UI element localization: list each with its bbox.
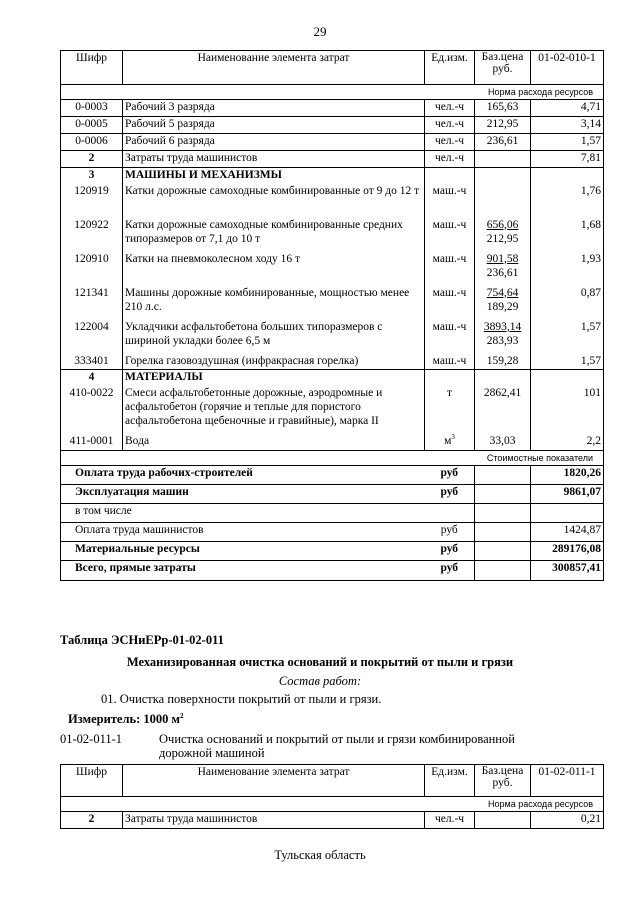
table-row: 120910 Катки на пневмоколесном ходу 16 т маш.-ч 901,58 236,61 1,93 [61, 252, 604, 286]
col-name-header: Наименование элемента затрат [123, 51, 425, 85]
table-row: 2 Затраты труда машинистов чел.-ч 0,21 [61, 812, 604, 829]
table2-operation: 01. Очистка поверхности покрытий от пыли и грязи. [101, 692, 382, 706]
cost-label-row [61, 451, 604, 466]
table-row: 120919 Катки дорожные самоходные комбинированные от 9 до 12 т маш.-ч 1,76 [61, 184, 604, 218]
table-row: 2 Затраты труда машинистов чел.-ч 7,81 [61, 151, 604, 168]
table2-subtitle: Механизированная очистка оснований и покрытий от пыли и грязи [126, 655, 514, 669]
page-number: 29 [313, 24, 327, 39]
col-price-header: Баз.цена руб. [475, 765, 531, 797]
col-unit-header: Ед.изм. [425, 765, 475, 797]
resource-table [60, 50, 604, 581]
col-norm-code-header: 01-02-011-1 [531, 765, 604, 797]
section-row: 4 МАТЕРИАЛЫ [61, 370, 604, 386]
table-row: 0-0003 Рабочий 3 разряда чел.-ч 165,63 4,71 [61, 100, 604, 117]
table-row: 120922 Катки дорожные самоходные комбинированные средних типоразмеров от 7,1 до 10 т маш.-ч 656,06 212,95 1,68 [61, 218, 604, 252]
col-name-header: Наименование элемента затрат [123, 765, 425, 797]
col-code-header: Шифр [61, 51, 123, 85]
table-header [61, 51, 604, 85]
table-row: 410-0022 Смеси асфальтобетонные дорожные, аэродромные и асфальтобетон (горячие и теплые для пористого асфальтобетона щебеночные и гравийные), марка II т 2862,41 101 [61, 386, 604, 434]
section-row: 3 МАШИНЫ И МЕХАНИЗМЫ [61, 168, 604, 184]
norm-label-row [61, 85, 604, 100]
table-row: 0-0005 Рабочий 5 разряда чел.-ч 212,95 3,14 [61, 117, 604, 134]
table-row: 0-0006 Рабочий 6 разряда чел.-ч 236,61 1,57 [61, 134, 604, 151]
table-header [61, 765, 604, 797]
summary-row: Оплата труда рабочих-строителей руб 1820,26 [61, 466, 604, 485]
page-footer: Тульская область [274, 848, 366, 862]
cost-label: Стоимостные показатели [61, 451, 604, 466]
table2-item-code: 01-02-011-1 [60, 732, 123, 746]
summary-row: Эксплуатация машин руб 9861,07 [61, 485, 604, 504]
col-code-header: Шифр [61, 765, 123, 797]
table2-title: Таблица ЭСНиЕРр-01-02-011 [60, 633, 224, 647]
table-row: 411-0001 Вода $м^3$ 33,03 2,2 [61, 434, 604, 451]
norm-label-row [61, 797, 604, 812]
summary-row: Всего, прямые затраты руб 300857,41 [61, 561, 604, 581]
table2-item-desc: Очистка оснований и покрытий от пыли и грязи комбинированной дорожной машиной [159, 732, 515, 760]
col-norm-code-header: 01-02-010-1 [531, 51, 604, 85]
summary-row: в том числе [61, 504, 604, 523]
table-row: 122004 Укладчики асфальтобетона больших типоразмеров с шириной укладки более 6,5 м маш.-ч 3893,14 283,93 1,57 [61, 320, 604, 354]
table2-meter: Измеритель: 1000 $м^2$ [68, 711, 184, 726]
table-row: 121341 Машины дорожные комбинированные, мощностью менее 210 л.с. маш.-ч 754,64 189,29 0,87 [61, 286, 604, 320]
table2-scope-label: Состав работ: [278, 674, 362, 688]
col-price-header: Баз.цена руб. [475, 51, 531, 85]
summary-row: Материальные ресурсы руб 289176,08 [61, 542, 604, 561]
col-unit-header: Ед.изм. [425, 51, 475, 85]
norm-label: Норма расхода ресурсов [61, 797, 604, 812]
summary-row: Оплата труда машинистов руб 1424,87 [61, 523, 604, 542]
norm-label: Норма расхода ресурсов [61, 85, 604, 100]
resource-table-2 [60, 764, 604, 829]
table-row: 333401 Горелка газовоздушная (инфракрасная горелка) маш.-ч 159,28 1,57 [61, 354, 604, 370]
